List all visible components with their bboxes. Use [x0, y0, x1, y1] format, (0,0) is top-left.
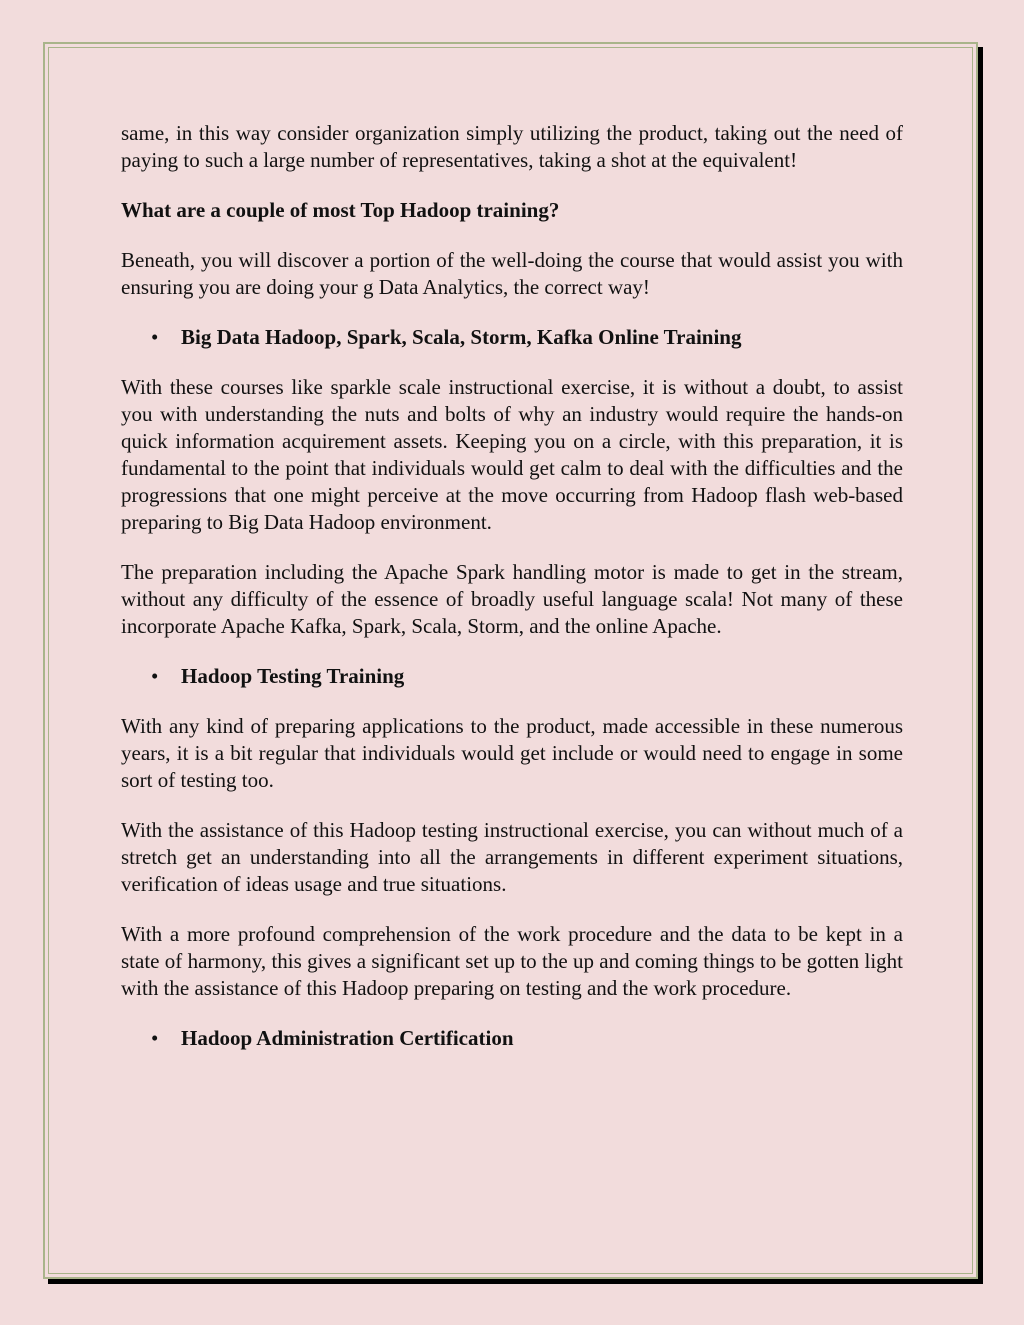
- paragraph: With these courses like sparkle scale instructional exercise, it is without a doubt, to assist you with understanding the nuts and bolts of why an industry would require the hands-on quick information acquirement assets. Keeping you on a circle, with this preparation, it is fundamental to the point that individuals would get calm to deal with the difficulties and the progressions that one might perceive at the move occurring from Hadoop flash web-based preparing to Big Data Hadoop environment.: [121, 375, 903, 534]
- bullet-icon: •: [151, 664, 159, 688]
- paragraph: Beneath, you will discover a portion of the well-doing the course that would assist you with ensuring you are doing your g Data Analytics, the correct way!: [121, 248, 903, 299]
- paragraph: The preparation including the Apache Spark handling motor is made to get in the stream, without any difficulty of the essence of broadly useful language scala! Not many of these incorporate Apache Kafka, Spark, Scala, Storm, and the online Apache.: [121, 560, 903, 638]
- paragraph: With any kind of preparing applications to the product, made accessible in these numerous years, it is a bit regular that individuals would get include or would need to engage in some sort of testing too.: [121, 714, 903, 792]
- bullet-label: Hadoop Testing Training: [181, 664, 405, 688]
- bullet-icon: •: [151, 325, 159, 349]
- bullet-item-big-data-training: [121, 324, 903, 351]
- paragraph: With the assistance of this Hadoop testing instructional exercise, you can without much of a stretch get an understanding into all the arrangements in different experiment situations, verification of ideas usage and true situations.: [121, 818, 903, 896]
- bullet-label: Hadoop Administration Certification: [181, 1026, 514, 1050]
- document-body: [121, 120, 903, 1075]
- paragraph: With a more profound comprehension of the work procedure and the data to be kept in a state of harmony, this gives a significant set up to the up and coming things to be gotten light with the assistance of this Hadoop preparing on testing and the work procedure.: [121, 922, 903, 1000]
- paragraph: same, in this way consider organization simply utilizing the product, taking out the need of paying to such a large number of representatives, taking a shot at the equivalent!: [121, 121, 903, 172]
- bullet-icon: •: [151, 1026, 159, 1050]
- bullet-item-hadoop-testing: [121, 663, 903, 690]
- bullet-item-hadoop-administration: [121, 1025, 903, 1052]
- section-heading: What are a couple of most Top Hadoop training?: [121, 198, 560, 222]
- bullet-label: Big Data Hadoop, Spark, Scala, Storm, Kafka Online Training: [181, 325, 742, 349]
